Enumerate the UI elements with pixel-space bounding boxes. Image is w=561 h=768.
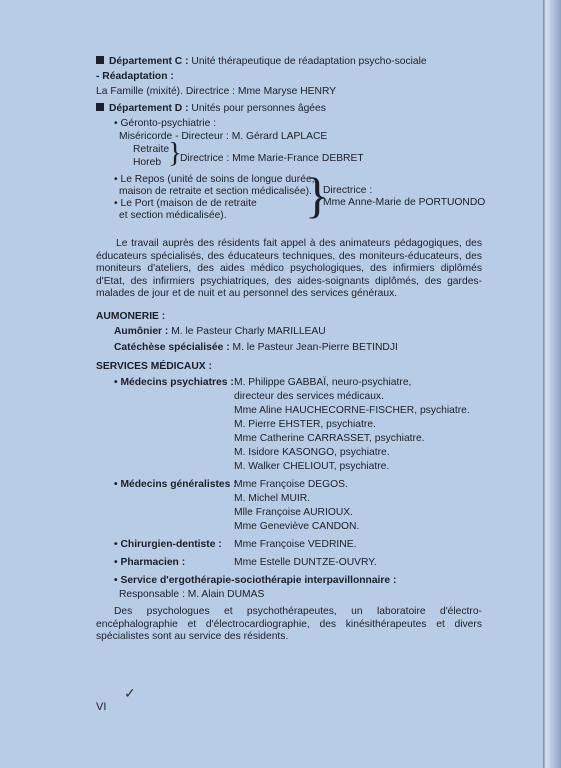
services-title: SERVICES MÉDICAUX : bbox=[96, 361, 212, 372]
ergo-responsible: Responsable : M. Alain DUMAS bbox=[119, 589, 265, 600]
dept-d-line bbox=[96, 103, 326, 115]
psy-item: Mme Aline HAUCHECORNE-FISCHER, psychiatre. bbox=[234, 405, 470, 416]
staff-paragraph: Le travail auprès des résidents fait appel à des animateurs pédagogiques, des éducateurs spécialisés, des éducateurs techniques, des moniteurs-éducateurs, des moniteurs d'ateliers, des aides médico psychologiques, des infirmiers diplômés d'Etat, des infirmiers psychiatriques, des aides-soignants diplômés, des gardes-malades de jour et de nuit et au personnel des services généraux. bbox=[96, 238, 482, 299]
dept-d-desc: Unités pour personnes âgées bbox=[188, 103, 326, 114]
aumonerie-title: AUMONERIE : bbox=[96, 311, 166, 322]
gen-item: Mme Geneviève CANDON. bbox=[234, 521, 360, 532]
specialists-paragraph: Des psychologues et psychothérapeutes, un laboratoire d'électro-encéphalographie et d'électrocardiographie, des kinésithérapeutes et divers spécialistes sont au service des résidents. bbox=[96, 606, 482, 642]
pharma-label: • Pharmacien : bbox=[114, 557, 186, 568]
dept-c-line bbox=[96, 56, 427, 68]
retraite-director: Directrice : Mme Marie-France DEBRET bbox=[180, 153, 364, 164]
repos-line-2: maison de retraite et section médicalisée). bbox=[119, 186, 312, 197]
gen-label: • Médecins généralistes : bbox=[114, 479, 237, 490]
brace-icon: } bbox=[305, 167, 329, 223]
catechese-line bbox=[114, 342, 398, 354]
gen-item: Mme Françoise DEGOS. bbox=[234, 479, 348, 490]
dept-c-line-famille: La Famille (mixité). Directrice : Mme Maryse HENRY bbox=[96, 86, 337, 97]
aumonier-value: M. le Pasteur Charly MARILLEAU bbox=[168, 326, 326, 337]
port-director-label: Directrice : bbox=[323, 185, 373, 196]
psy-item: Mme Catherine CARRASSET, psychiatre. bbox=[234, 433, 425, 444]
chir-label: • Chirurgien-dentiste : bbox=[114, 539, 222, 550]
port-director-name: Mme Anne-Marie de PORTUONDO bbox=[323, 197, 486, 208]
psy-item: M. Walker CHELIOUT, psychiatre. bbox=[234, 461, 390, 472]
gen-item: Mlle Françoise AURIOUX. bbox=[234, 507, 354, 518]
dept-d-heading: Département D : bbox=[109, 103, 189, 114]
psy-label: • Médecins psychiatres : bbox=[114, 377, 234, 388]
port-line-1: • Le Port (maison de de retraite bbox=[114, 198, 257, 209]
ergo-label: • Service d'ergothérapie-sociothérapie interpavillonnaire : bbox=[114, 575, 397, 586]
psy-item: directeur des services médicaux. bbox=[234, 391, 384, 402]
catechese-label: Catéchèse spécialisée : bbox=[114, 342, 230, 353]
dept-c-sub: - Réadaptation : bbox=[96, 71, 174, 82]
pen-mark-icon: ✓ bbox=[124, 685, 136, 701]
gen-item: M. Michel MUIR. bbox=[234, 493, 311, 504]
brace-icon: } bbox=[168, 137, 182, 169]
misericorde-line: Miséricorde - Directeur : M. Gérard LAPLACE bbox=[119, 131, 328, 142]
repos-line-1: • Le Repos (unité de soins de longue durée, bbox=[114, 174, 315, 185]
page-number: VI bbox=[96, 701, 107, 713]
square-bullet-icon bbox=[96, 56, 104, 64]
geronto-label: • Géronto-psychiatrie : bbox=[114, 118, 217, 129]
catechese-value: M. le Pasteur Jean-Pierre BETINDJI bbox=[229, 342, 398, 353]
aumonier-label: Aumônier : bbox=[114, 326, 169, 337]
dept-c-heading: Département C : bbox=[109, 56, 189, 67]
port-line-2: et section médicalisée). bbox=[119, 210, 227, 221]
horeb-label: Horeb bbox=[133, 157, 162, 168]
page-edge bbox=[543, 0, 561, 768]
aumonier-line bbox=[114, 326, 326, 338]
retraite-label: Retraite bbox=[133, 144, 170, 155]
psy-item: M. Pierre EHSTER, psychiatre. bbox=[234, 419, 376, 430]
square-bullet-icon bbox=[96, 103, 104, 111]
psy-item: M. Philippe GABBAÏ, neuro-psychiatre, bbox=[234, 377, 412, 388]
dept-c-desc: Unité thérapeutique de réadaptation psycho-sociale bbox=[188, 56, 427, 67]
pharma-value: Mme Estelle DUNTZE-OUVRY. bbox=[234, 557, 377, 568]
psy-item: M. Isidore KASONGO, psychiatre. bbox=[234, 447, 390, 458]
chir-value: Mme Françoise VEDRINE. bbox=[234, 539, 357, 550]
